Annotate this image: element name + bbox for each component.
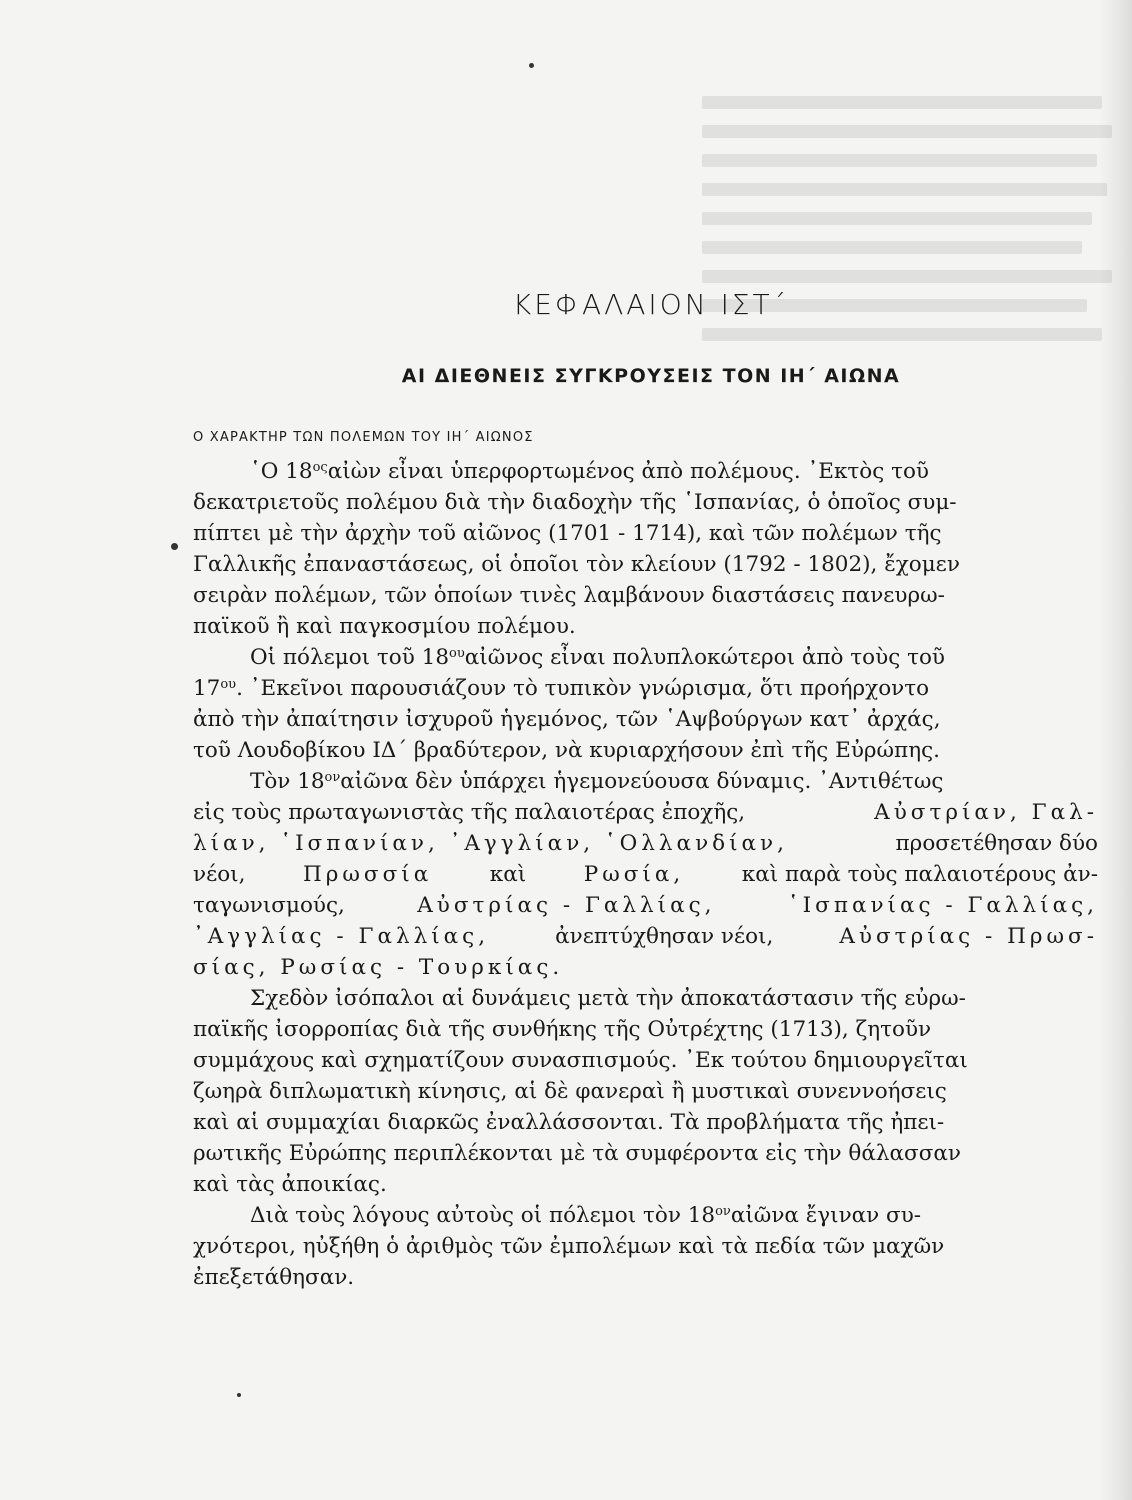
text-line: σίας, Ρωσίας - Τουρκίας. [193, 955, 564, 980]
text-segment: καὶ [489, 862, 527, 887]
text-line: τοῦ Λουδοβίκου ΙΔ΄ βραδύτερον, νὰ κυριαρχήσουν ἐπὶ τῆς Εὐρώπης. [193, 738, 940, 763]
text-line: χνότεροι, ηὐξήθη ὁ ἀριθμὸς τῶν ἐμπολέμων καὶ τὰ πεδία τῶν μαχῶν [193, 1234, 945, 1259]
text-line [193, 1200, 1098, 1231]
section-heading: Ο ΧΑΡΑΚΤΗΡ ΤΩΝ ΠΟΛΕΜΩΝ ΤΟΥ ΙΗ΄ ΑΙΩΝΟΣ [193, 430, 534, 445]
text-line: Σχεδὸν ἰσόπαλοι αἱ δυνάμεις μετὰ τὴν ἀποκατάστασιν τῆς εὐρω- [250, 986, 966, 1011]
text-line: παϊκῆς ἰσορροπίας διὰ τῆς συνθήκης τῆς Οὐτρέχτης (1713), ζητοῦν [193, 1017, 932, 1042]
text-segment: Διὰ τοὺς λόγους αὐτοὺς οἱ πόλεμοι τὸν $18^{o\nu}\alpha ἰῶ\nu\alpha$ ἔγιναν συ- [250, 1203, 922, 1228]
text-line [193, 890, 1098, 921]
page-edge-shadow [1098, 0, 1132, 1500]
text-line: καὶ αἱ συμμαχίαι διαρκῶς ἐναλλάσσονται. Τὰ προβλήματα τῆς ἠπει- [193, 1110, 945, 1135]
text-segment: εἰς τοὺς πρωταγωνιστὰς τῆς παλαιοτέρας ἐποχῆς, [193, 800, 746, 825]
text-line: ρωτικῆς Εὐρώπης περιπλέκονται μὲ τὰ συμφέροντα εἰς τὴν θάλασσαν [193, 1141, 961, 1166]
spaced-text: Ρωσία, [583, 862, 685, 887]
text-line: ζωηρὰ διπλωματικὴ κίνησις, αἱ δὲ φανεραὶ ἢ μυστικαὶ συνεννοήσεις [193, 1079, 947, 1104]
spaced-text: λίαν, ῾Ισπανίαν, ᾿Αγγλίαν, ῾Ολλανδίαν, [193, 831, 788, 856]
spaced-text: ῾Ισπανίας - Γαλλίας, [787, 893, 1098, 918]
text-line: δεκατριετοῦς πολέμου διὰ τὴν διαδοχὴν τῆς ῾Ισπανίας, ὁ ὁποῖος συμ- [193, 490, 957, 515]
text-line: ἀπὸ τὴν ἀπαίτησιν ἰσχυροῦ ἡγεμόνος, τῶν ῾Αψβούργων κατ᾿ ἀρχάς, [193, 707, 941, 732]
text-line [193, 673, 1098, 704]
text-segment: $17^{o\upsilon}$. ᾿Εκεῖνοι παρουσιάζουν τὸ τυπικὸν γνώρισμα, ὅτι προήρχοντο [193, 676, 930, 701]
spaced-text: ᾿Αγγλίας - Γαλλίας, [193, 924, 490, 949]
text-line: ἐπεξετάθησαν. [193, 1265, 355, 1290]
text-line [193, 859, 1098, 890]
text-segment: Οἱ πόλεμοι τοῦ $18^{o\upsilon}\alpha ἰῶ\nu o\varsigma$ εἶναι πολυπλοκώτεροι ἀπὸ τοὺς τοῦ [250, 645, 945, 670]
spaced-text: Αὐστρίας - Γαλλίας, [417, 893, 716, 918]
text-line: Γαλλικῆς ἐπαναστάσεως, οἱ ὁποῖοι τὸν κλείουν (1792 - 1802), ἔχομεν [193, 552, 960, 577]
text-line [193, 828, 1098, 859]
body-text [193, 456, 1098, 1293]
text-line [193, 797, 1098, 828]
spaced-text: Αὐστρίας - Πρωσ- [839, 924, 1098, 949]
text-segment: ῾Ο $18^{o\varsigma}\alpha ἰὼ\nu$ εἶναι ὑπερφορτωμένος ἀπὸ πολέμους. ᾿Εκτὸς τοῦ [250, 459, 930, 484]
print-speck [529, 63, 534, 68]
text-line [193, 766, 1098, 797]
print-speck [171, 543, 178, 550]
text-segment: ἀνεπτύχθησαν νέοι, [555, 924, 774, 949]
text-segment: προσετέθησαν δύο [895, 831, 1098, 856]
text-segment: Τὸν $18^{o\nu}\alpha ἰῶ\nu\alpha$ δὲν ὑπάρχει ἡγεμονεύουσα δύναμις. ᾿Αντιθέτως [250, 769, 944, 794]
text-line [193, 456, 1098, 487]
text-segment: καὶ παρὰ τοὺς παλαιοτέρους ἀν- [741, 862, 1098, 887]
print-speck [237, 1393, 241, 1397]
text-line: καὶ τὰς ἀποικίας. [193, 1172, 387, 1197]
text-segment: νέοι, [193, 862, 246, 887]
text-line: σειρὰν πολέμων, τῶν ὁποίων τινὲς λαμβάνουν διαστάσεις πανευρω- [193, 583, 945, 608]
text-line: συμμάχους καὶ σχηματίζουν συνασπισμούς. ᾿Εκ τούτου δημιουργεῖται [193, 1048, 968, 1073]
text-line [193, 921, 1098, 952]
text-line [193, 642, 1098, 673]
text-line: παϊκοῦ ἢ καὶ παγκοσμίου πολέμου. [193, 614, 576, 639]
chapter-heading: ΚΕΦΑΛΑΙΟΝ ΙΣΤ΄ [512, 288, 790, 321]
text-line: πίπτει μὲ τὴν ἀρχὴν τοῦ αἰῶνος (1701 - 1714), καὶ τῶν πολέμων τῆς [193, 521, 942, 546]
text-segment: ταγωνισμούς, [193, 893, 345, 918]
spaced-text: Πρωσσία [302, 862, 433, 887]
spaced-text: Αὐστρίαν, Γαλ- [874, 800, 1098, 825]
chapter-title: ΑΙ ΔΙΕΘΝΕΙΣ ΣΥΓΚΡΟΥΣΕΙΣ ΤΟΝ ΙΗ΄ ΑΙΩΝΑ [401, 365, 901, 387]
